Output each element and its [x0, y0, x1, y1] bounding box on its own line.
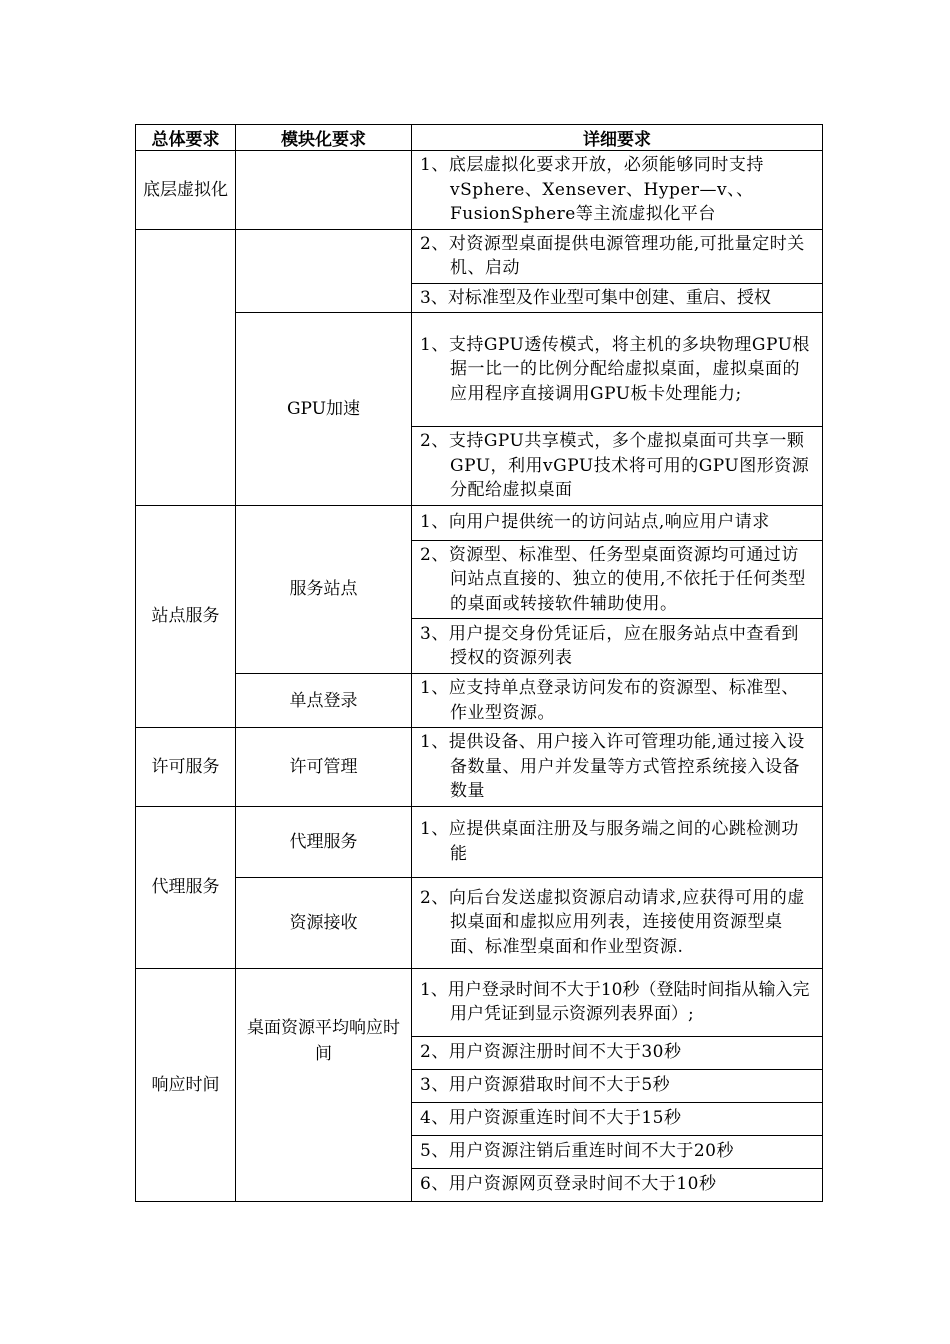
header-module: 模块化要求: [236, 125, 412, 151]
table-row: [136, 728, 823, 807]
detail-text: 3、用户提交身份凭证后，应在服务站点中查看到授权的资源列表: [420, 623, 799, 668]
table-row: [136, 674, 823, 728]
module-label: 桌面资源平均响应时间: [247, 1017, 400, 1064]
detail-cell: [412, 229, 823, 283]
detail-cell: [412, 806, 823, 877]
detail-cell: [412, 283, 823, 313]
detail-text: 1、提供设备、用户接入许可管理功能,通过接入设备数量、用户并发量等方式管控系统接入设备数量: [420, 732, 805, 801]
detail-text: 1、向用户提供统一的访问站点,响应用户请求: [420, 512, 770, 533]
header-overall: 总体要求: [136, 125, 236, 151]
module-cell: [236, 229, 412, 313]
detail-text: 1、应支持单点登录访问发布的资源型、标准型、作业型资源。: [420, 678, 799, 723]
detail-text: 1、支持GPU透传模式，将主机的多块物理GPU根据一比一的比例分配给虚拟桌面，虚拟桌面的应用程序直接调用GPU板卡处理能力;: [420, 334, 810, 404]
detail-cell: [412, 540, 823, 619]
table-row: [136, 505, 823, 540]
detail-cell: [412, 151, 823, 230]
detail-cell: [412, 968, 823, 1036]
detail-cell: [412, 877, 823, 968]
overall-label: 底层虚拟化: [143, 179, 228, 200]
table-row: [136, 806, 823, 877]
detail-cell: [412, 505, 823, 540]
module-label: 资源接收: [289, 912, 358, 933]
module-label: 单点登录: [289, 690, 358, 711]
table-row: [136, 229, 823, 283]
detail-text: 6、用户资源网页登录时间不大于10秒: [420, 1174, 717, 1195]
module-label: 代理服务: [289, 831, 358, 852]
detail-cell: [412, 1168, 823, 1201]
table-row: [136, 151, 823, 230]
module-cell: [236, 674, 412, 728]
module-label: 许可管理: [289, 756, 358, 777]
detail-text: 1、底层虚拟化要求开放，必须能够同时支持vSphere、Xensever、Hyper—v、、FusionSphere等主流虚拟化平台: [420, 155, 764, 224]
overall-cell: [136, 505, 236, 728]
table-row: [136, 313, 823, 427]
detail-text: 1、用户登录时间不大于10秒（登陆时间指从输入完用户凭证到显示资源列表界面）;: [420, 979, 810, 1024]
module-cell: [236, 505, 412, 674]
overall-label: 许可服务: [151, 756, 220, 777]
overall-cell: [136, 229, 236, 505]
module-cell: [236, 728, 412, 807]
header-row: [136, 125, 823, 151]
detail-text: 2、支持GPU共享模式，多个虚拟桌面可共享一颗GPU，利用vGPU技术将可用的GPU图形资源分配给虚拟桌面: [420, 431, 810, 500]
module-cell: [236, 968, 412, 1201]
module-cell: [236, 877, 412, 968]
detail-cell: [412, 674, 823, 728]
table-row: [136, 968, 823, 1036]
overall-label: 站点服务: [151, 606, 220, 627]
detail-text: 5、用户资源注销后重连时间不大于20秒: [420, 1141, 734, 1162]
detail-text: 3、用户资源猎取时间不大于5秒: [420, 1075, 671, 1096]
overall-cell: [136, 151, 236, 230]
module-label: 服务站点: [289, 579, 358, 600]
detail-cell: [412, 619, 823, 674]
detail-text: 1、应提供桌面注册及与服务端之间的心跳检测功能: [420, 819, 799, 864]
module-label: GPU加速: [286, 398, 361, 419]
requirements-table: [135, 124, 823, 1202]
module-cell: [236, 151, 412, 230]
detail-cell: [412, 1069, 823, 1102]
detail-cell: [412, 427, 823, 506]
detail-text: 2、资源型、标准型、任务型桌面资源均可通过访问站点直接的、独立的使用,不依托于任何类型的桌面或转接软件辅助使用。: [420, 544, 806, 614]
header-detail: 详细要求: [412, 125, 823, 151]
table-row: [136, 877, 823, 968]
detail-cell: [412, 728, 823, 807]
module-cell: [236, 806, 412, 877]
detail-text: 2、向后台发送虚拟资源启动请求,应获得可用的虚拟桌面和虚拟应用列表，连接使用资源型桌面、标准型桌面和作业型资源.: [420, 887, 805, 957]
overall-cell: [136, 728, 236, 807]
detail-text: 3、对标准型及作业型可集中创建、重启、授权: [420, 287, 771, 308]
detail-cell: [412, 313, 823, 427]
module-cell: [236, 313, 412, 506]
detail-text: 4、用户资源重连时间不大于15秒: [420, 1108, 682, 1129]
overall-cell: [136, 968, 236, 1201]
overall-cell: [136, 806, 236, 968]
detail-cell: [412, 1135, 823, 1168]
overall-label: 代理服务: [151, 877, 220, 897]
overall-label: 响应时间: [151, 1074, 220, 1095]
detail-cell: [412, 1036, 823, 1069]
detail-text: 2、用户资源注册时间不大于30秒: [420, 1042, 682, 1063]
detail-text: 2、对资源型桌面提供电源管理功能,可批量定时关机、启动: [420, 233, 805, 278]
detail-cell: [412, 1102, 823, 1135]
